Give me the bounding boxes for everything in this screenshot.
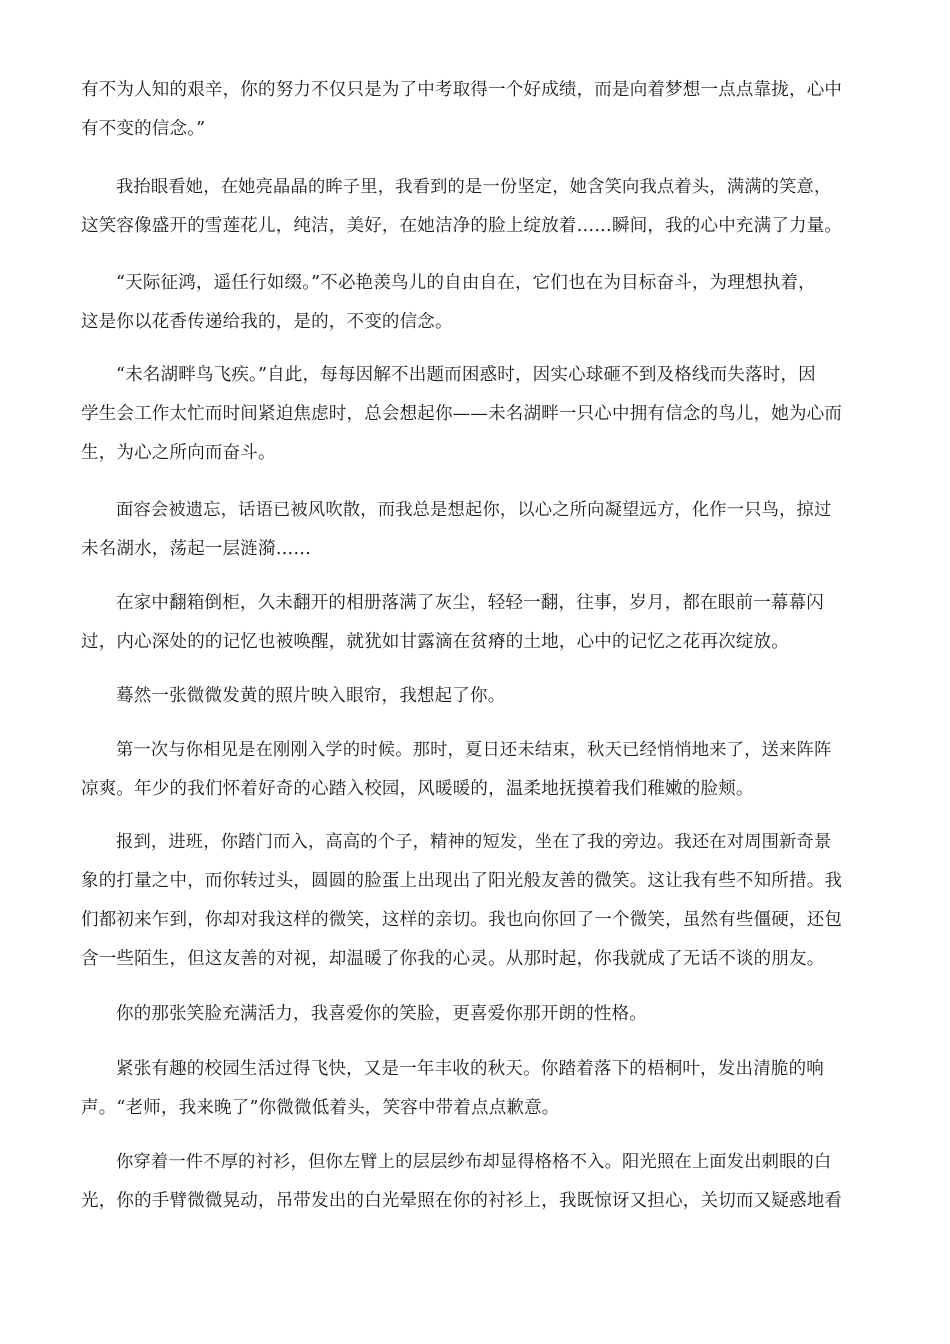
paragraph-1-line-1: 有不为人知的艰辛，你的努力不仅只是为了中考取得一个好成绩，而是向着梦想一点点靠拢，心中 <box>81 80 843 100</box>
paragraph-5 <box>81 491 871 569</box>
paragraph-9 <box>81 823 871 979</box>
paragraph-12-line-1: 你穿着一件不厚的衬衫，但你左臂上的层层纱布却显得格格不入。阳光照在上面发出刺眼的白 <box>116 1152 832 1172</box>
paragraph-2-line-2: 这笑容像盛开的雪莲花儿，纯洁，美好，在她洁净的脸上绽放着……瞬间，我的心中充满了力量。 <box>81 216 843 236</box>
paragraph-6 <box>81 584 871 662</box>
paragraph-9-line-1: 报到，进班，你踏门而入，高高的个子，精神的短发，坐在了我的旁边。我还在对周围新奇景 <box>116 832 832 852</box>
paragraph-11 <box>81 1050 871 1128</box>
paragraph-7 <box>81 677 871 716</box>
paragraph-9-line-3: 们都初来乍到，你却对我这样的微笑，这样的亲切。我也向你回了一个微笑，虽然有些僵硬，还包 <box>81 910 843 930</box>
paragraph-7-line-1: 蓦然一张微微发黄的照片映入眼帘，我想起了你。 <box>116 686 506 706</box>
paragraph-1 <box>81 71 871 149</box>
paragraph-11-line-2: 声。“老师，我来晚了”你微微低着头，笑容中带着点点歉意。 <box>81 1098 560 1118</box>
paragraph-12 <box>81 1143 871 1221</box>
paragraph-2-line-1: 我抬眼看她，在她亮晶晶的眸子里，我看到的是一份坚定，她含笑向我点着头，满满的笑意， <box>116 177 832 197</box>
paragraph-2 <box>81 168 871 246</box>
paragraph-5-line-2: 未名湖水，荡起一层涟漪…… <box>81 539 312 559</box>
paragraph-8 <box>81 731 871 809</box>
paragraph-9-line-2: 象的打量之中，而你转过头，圆圆的脸蛋上出现出了阳光般友善的微笑。这让我有些不知所措。我 <box>81 871 843 891</box>
paragraph-4-line-1: “未名湖畔鸟飞疾。”自此，每每因解不出题而困惑时，因实心球砸不到及格线而失落时，因 <box>116 365 816 385</box>
paragraph-10 <box>81 995 871 1034</box>
paragraph-3 <box>81 264 871 342</box>
paragraph-3-line-1: “天际征鸿，遥任行如缀。”不必艳羡鸟儿的自由自在，它们也在为目标奋斗，为理想执着， <box>116 273 816 293</box>
paragraph-12-line-2: 光，你的手臂微微晃动，吊带发出的白光晕照在你的衬衫上，我既惊讶又担心，关切而又疑惑地看 <box>81 1191 843 1211</box>
paragraph-4-line-2: 学生会工作太忙而时间紧迫焦虑时，总会想起你——未名湖畔一只心中拥有信念的鸟儿，她为心而 <box>81 404 843 424</box>
paragraph-5-line-1: 面容会被遗忘，话语已被风吹散，而我总是想起你，以心之所向凝望远方，化作一只鸟，掠过 <box>116 500 832 520</box>
paragraph-9-line-4: 含一些陌生，但这友善的对视，却温暖了你我的心灵。从那时起，你我就成了无话不谈的朋友。 <box>81 949 825 969</box>
paragraph-4-line-3: 生，为心之所向而奋斗。 <box>81 443 276 463</box>
paragraph-8-line-2: 凉爽。年少的我们怀着好奇的心踏入校园，风暖暖的，温柔地抚摸着我们稚嫩的脸颊。 <box>81 779 754 799</box>
paragraph-4 <box>81 356 871 473</box>
paragraph-8-line-1: 第一次与你相见是在刚刚入学的时候。那时，夏日还未结束，秋天已经悄悄地来了，送来阵阵 <box>116 740 832 760</box>
paragraph-3-line-2: 这是你以花香传递给我的，是的，不变的信念。 <box>81 312 453 332</box>
paragraph-1-line-2: 有不变的信念。” <box>81 119 206 139</box>
paragraph-6-line-1: 在家中翻箱倒柜，久未翻开的相册落满了灰尘，轻轻一翻，往事，岁月，都在眼前一幕幕闪 <box>116 593 824 613</box>
paragraph-10-line-1: 你的那张笑脸充满活力，我喜爱你的笑脸，更喜爱你那开朗的性格。 <box>116 1004 647 1024</box>
paragraph-11-line-1: 紧张有趣的校园生活过得飞快，又是一年丰收的秋天。你踏着落下的梧桐叶，发出清脆的响 <box>116 1059 824 1079</box>
paragraph-6-line-2: 过，内心深处的的记忆也被唤醒，就犹如甘露滴在贫瘠的土地，心中的记忆之花再次绽放。 <box>81 632 789 652</box>
